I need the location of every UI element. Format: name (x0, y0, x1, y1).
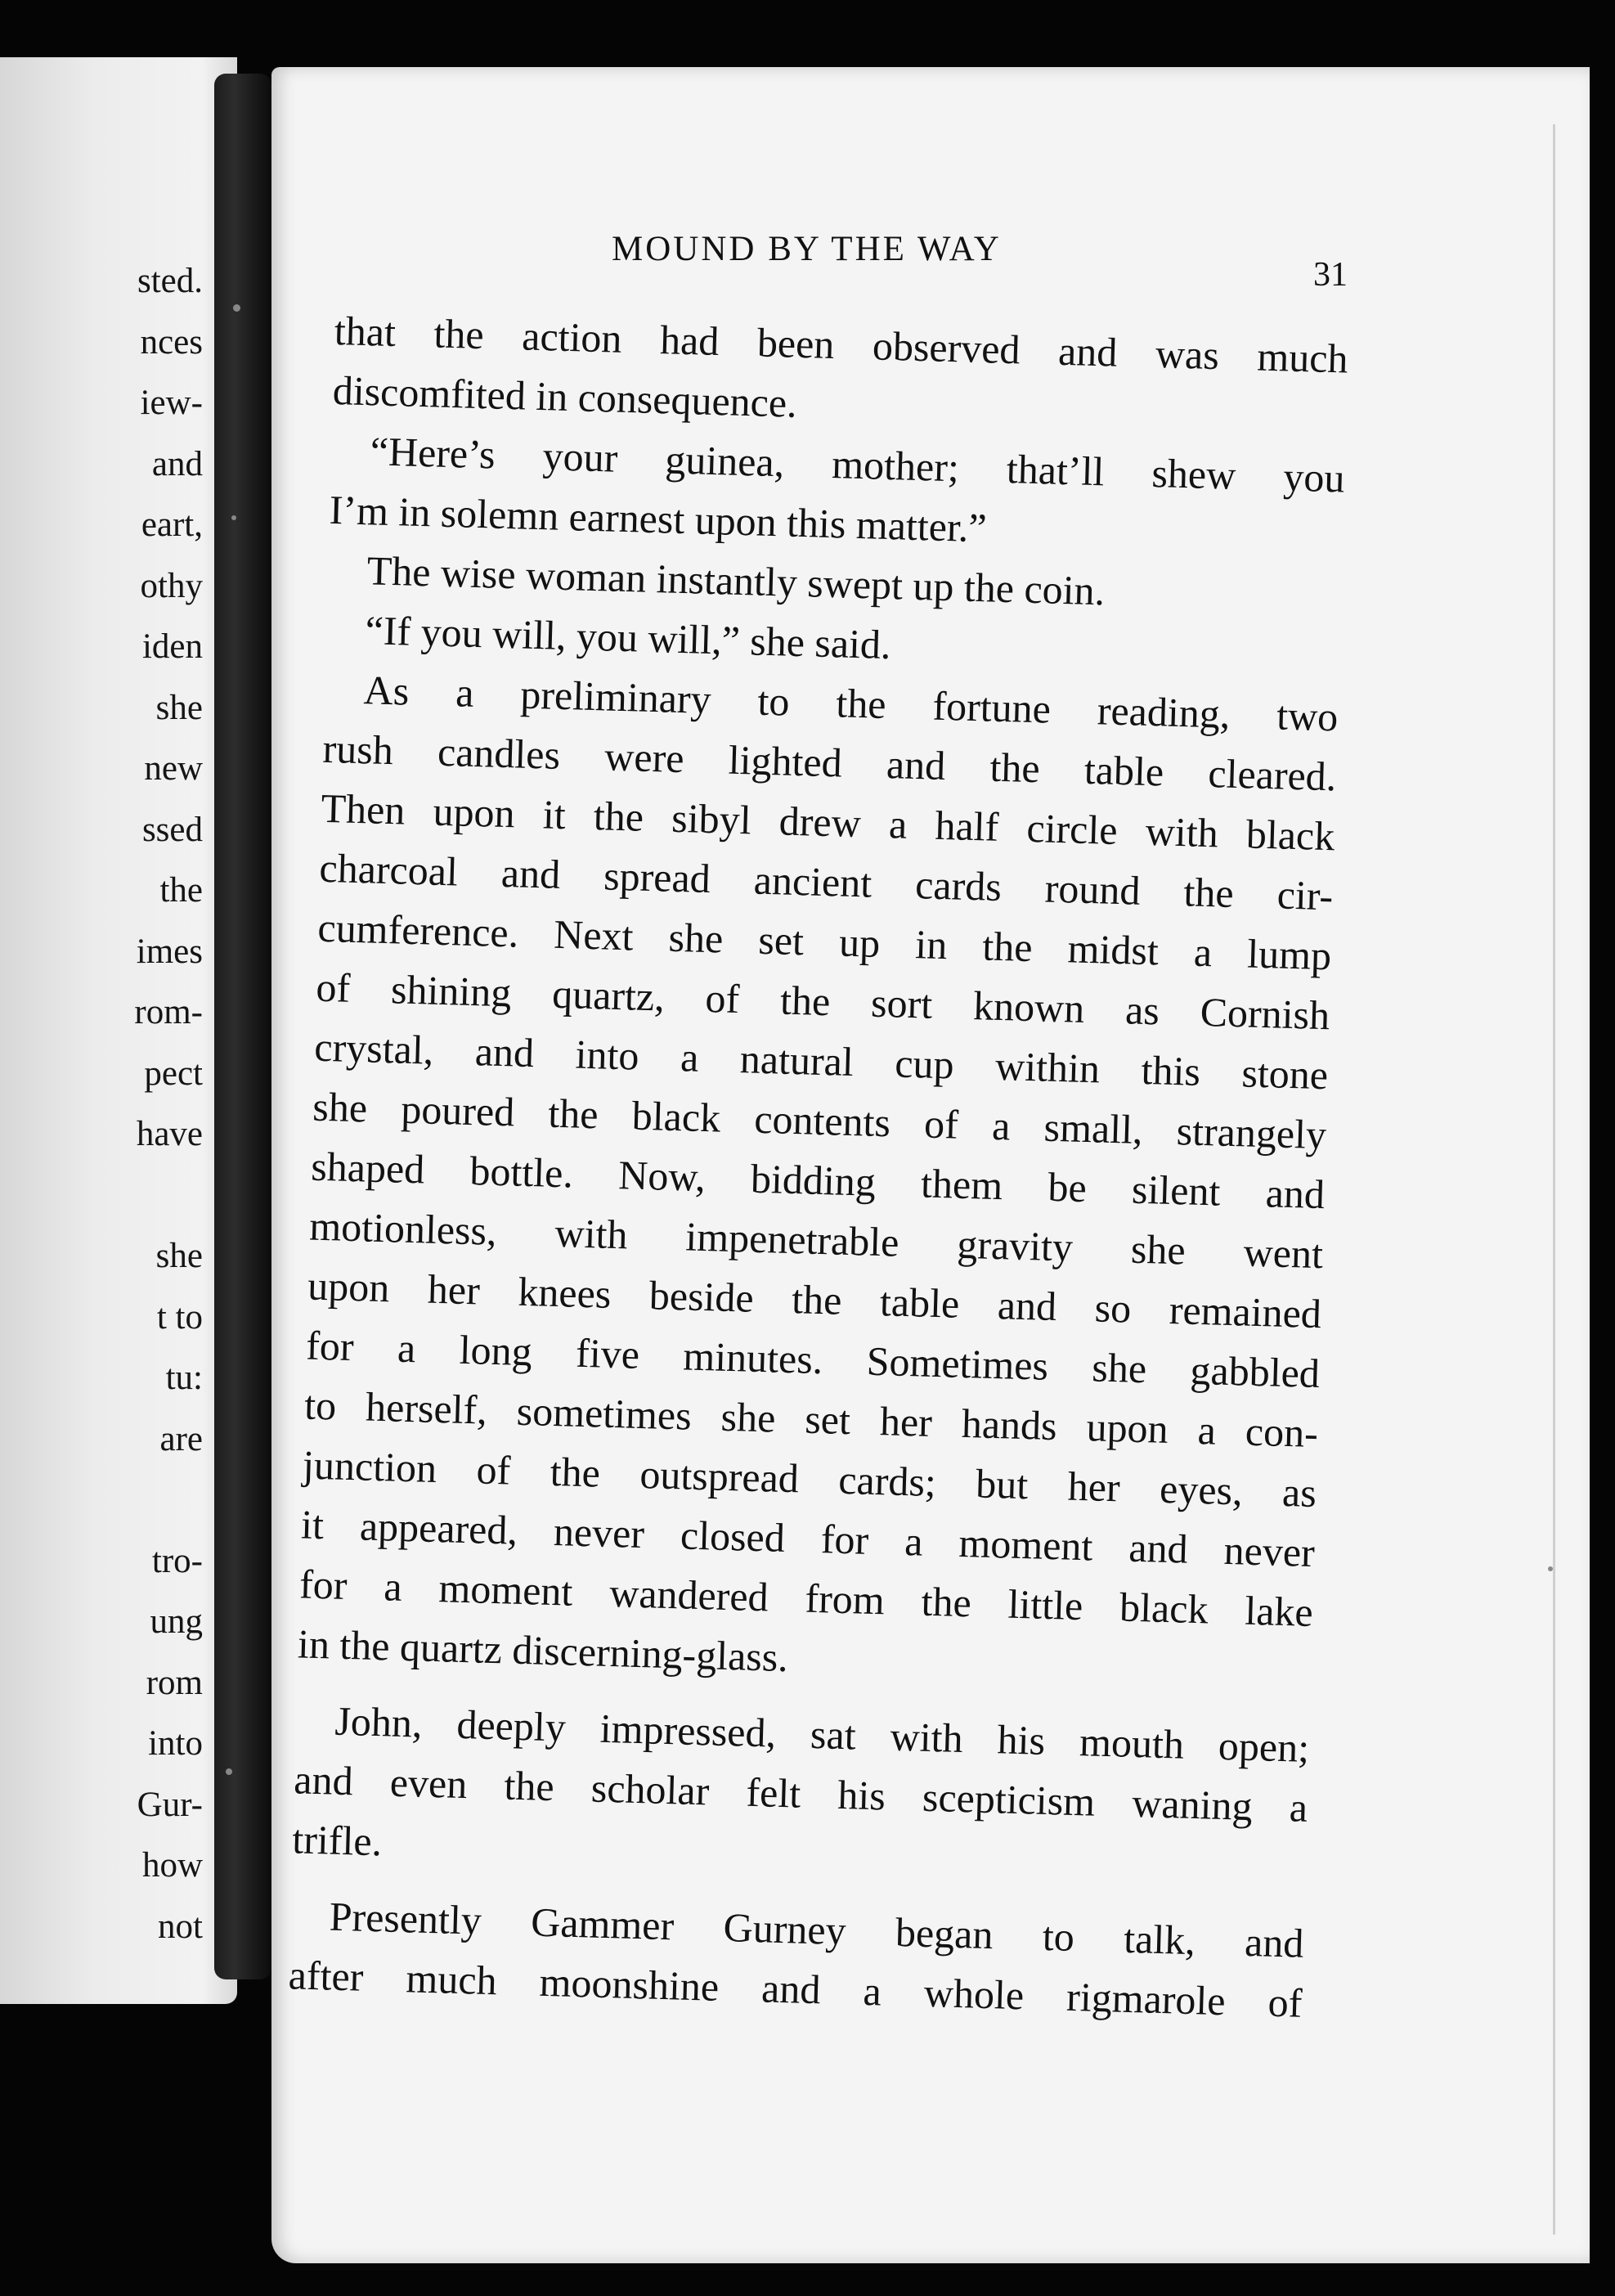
left-page-line: and (151, 444, 203, 483)
running-head: MOUND BY THE WAY (612, 230, 1002, 268)
body-text (288, 301, 1349, 2033)
text-line: cumference. Next she set up in the midst a lump (316, 904, 1332, 979)
text-line: Then upon it the sibyl drew a half circle with black (320, 784, 1335, 860)
left-page-line: nces (140, 322, 203, 362)
page-edge (1553, 124, 1555, 2235)
left-page-line: the (159, 871, 203, 910)
text-line: for a long five minutes. Sometimes she gabbled (305, 1322, 1321, 1397)
text-line: I’m in solemn earnest upon this matter.” (329, 486, 988, 551)
text-line: junction of the outspread cards; but her eyes, as (302, 1441, 1317, 1516)
text-line: “Here’s your guinea, mother; that’ll shew you (370, 428, 1346, 501)
left-page-line: she (155, 1237, 203, 1275)
left-page-line: have (136, 1115, 203, 1153)
text-line: in the quartz discerning-glass. (297, 1620, 789, 1681)
left-page-line: new (144, 749, 203, 788)
left-page-line: not (158, 1907, 203, 1946)
text-line: for a moment wandered from the little black lake (298, 1561, 1314, 1636)
left-page-line: rom- (134, 993, 203, 1031)
left-page-line: iew- (140, 384, 203, 422)
left-page-line: imes (136, 932, 203, 971)
scan-speck (233, 304, 240, 312)
text-line: shaped bottle. Now, bidding them be silent and (310, 1143, 1326, 1218)
text-line: charcoal and spread ancient cards round the cir- (318, 844, 1334, 919)
left-page-line: sted. (137, 262, 203, 300)
scan-speck (231, 515, 236, 520)
book-gutter (214, 74, 271, 1979)
text-line: crystal, and into a natural cup within this stone (313, 1023, 1329, 1099)
left-page-line: othy (140, 566, 203, 605)
text-line: discomfited in consequence. (332, 366, 798, 426)
left-page (0, 57, 237, 2004)
text-line: that the action had been observed and was much (334, 307, 1349, 382)
left-page-line: Gur- (137, 1785, 203, 1824)
left-page-line: into (148, 1724, 203, 1763)
left-page-line: ung (150, 1602, 203, 1641)
left-page-line: rom (146, 1663, 203, 1702)
left-page-line: how (141, 1846, 203, 1885)
left-page-line: pect (144, 1054, 203, 1093)
text-line: upon her knees beside the table and so remained (307, 1262, 1322, 1337)
text-line: “If you will, you will,” she said. (365, 607, 892, 668)
text-line: rush candles were lighted and the table cleared. (321, 725, 1338, 800)
text-line: of shining quartz, of the sort known as Cornish (315, 964, 1330, 1039)
scan-speck (226, 1768, 232, 1775)
page-number: 31 (1313, 256, 1348, 294)
left-page-line: ssed (141, 810, 203, 849)
text-line: motionless, with impenetrable gravity she went (308, 1202, 1324, 1278)
scan-speck (1548, 1566, 1553, 1571)
text-line: As a preliminary to the fortune reading, two (362, 667, 1339, 740)
text-line: trifle. (291, 1816, 383, 1865)
left-page-line: t to (156, 1297, 203, 1337)
left-page-line: iden (141, 627, 203, 666)
text-line: she poured the black contents of a small, strangely (312, 1083, 1327, 1158)
text-line: and even the scholar felt his scepticism waning a (293, 1756, 1308, 1831)
text-line: John, deeply impressed, sat with his mouth open; (334, 1697, 1310, 1771)
left-page-line: tro- (151, 1541, 203, 1580)
text-line: to herself, sometimes she set her hands upon a con- (303, 1382, 1319, 1457)
text-line: Presently Gammer Gurney began to talk, and (329, 1893, 1305, 1966)
left-page-line: are (159, 1419, 203, 1458)
left-page-line: she (155, 688, 203, 727)
text-line: The wise woman instantly swept up the coin. (366, 547, 1106, 614)
left-page-line: eart, (141, 505, 203, 544)
text-line: after much moonshine and a whole rigmarole of (288, 1952, 1303, 2026)
text-line: it appeared, never closed for a moment and never (300, 1501, 1316, 1576)
left-page-line: tu: (165, 1359, 203, 1397)
